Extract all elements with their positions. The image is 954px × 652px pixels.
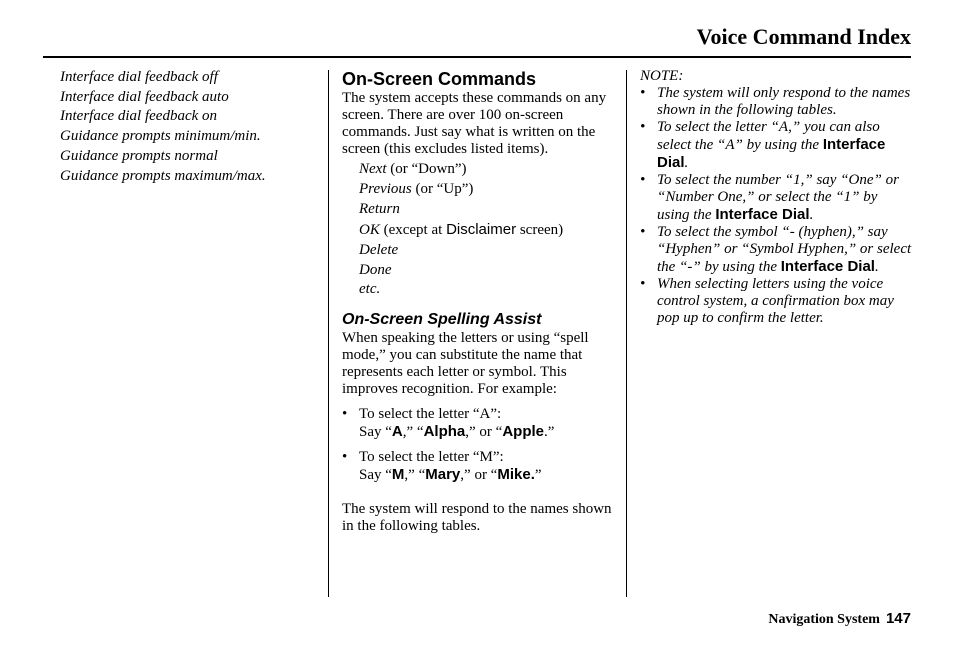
spelling-paragraph: When speaking the letters or using “spell mode,” you can substitute the name that represents each letter or symbol. This improves recognition. For example: bbox=[342, 330, 589, 398]
command-item-etc: etc. bbox=[359, 281, 381, 298]
intro-paragraph: The system accepts these commands on any screen. There are over 100 on-screen commands. Just say what is written on the screen (this excludes listed items). bbox=[342, 90, 607, 157]
column-divider bbox=[328, 70, 329, 597]
note-item: • The system will only respond to the names shown in the following tables. bbox=[640, 85, 912, 119]
closing-paragraph: The system will respond to the names shown in the following tables. bbox=[342, 501, 612, 535]
command-line: Interface dial feedback on bbox=[60, 108, 218, 125]
command-line: Guidance prompts normal bbox=[60, 147, 218, 164]
note-item: • When selecting letters using the voice control system, a confirmation box may pop up to confirm the letter. bbox=[640, 276, 912, 327]
header-rule bbox=[43, 56, 911, 58]
command-item-done: Done bbox=[359, 261, 392, 278]
command-item-next: Next (or “Down”) bbox=[359, 161, 467, 177]
middle-column bbox=[342, 68, 614, 535]
page-footer bbox=[768, 610, 911, 628]
left-column bbox=[60, 68, 320, 186]
note-list bbox=[640, 85, 912, 327]
command-item-previous: Previous (or “Up”) bbox=[359, 180, 474, 197]
command-line: Interface dial feedback off bbox=[60, 69, 218, 85]
right-column bbox=[640, 68, 912, 327]
example-item: • To select the letter “M”: Say “M,” “Mary,” or “Mike.” bbox=[342, 449, 614, 484]
command-item-delete: Delete bbox=[359, 241, 399, 258]
example-item: • To select the letter “A”: Say “A,” “Alpha,” or “Apple.” bbox=[342, 406, 614, 441]
command-list bbox=[359, 160, 614, 300]
note-item: • To select the symbol “- (hyphen),” say “Hyphen” or “Symbol Hyphen,” or select the “-” by using the Interface Dial. bbox=[640, 224, 912, 276]
footer-label: Navigation System bbox=[768, 612, 880, 627]
command-item-return: Return bbox=[359, 200, 400, 217]
note-title: NOTE: bbox=[640, 68, 684, 84]
note-item: • To select the number “1,” say “One” or “Number One,” or select the “1” by using the Interface Dial. bbox=[640, 172, 912, 224]
note-item: • To select the letter “A,” you can also select the “A” by using the Interface Dial. bbox=[640, 119, 912, 172]
subsection-heading: On-Screen Spelling Assist bbox=[342, 311, 542, 329]
page-number: 147 bbox=[885, 610, 911, 627]
command-line: Guidance prompts minimum/min. bbox=[60, 128, 261, 145]
command-line: Guidance prompts maximum/max. bbox=[60, 167, 266, 184]
command-item-ok: OK (except at Disclaimer screen) bbox=[359, 220, 564, 238]
example-list bbox=[342, 406, 614, 484]
command-line: Interface dial feedback auto bbox=[60, 88, 229, 105]
page-title: Voice Command Index bbox=[696, 24, 911, 49]
column-divider bbox=[626, 70, 627, 597]
section-heading: On-Screen Commands bbox=[342, 69, 537, 89]
